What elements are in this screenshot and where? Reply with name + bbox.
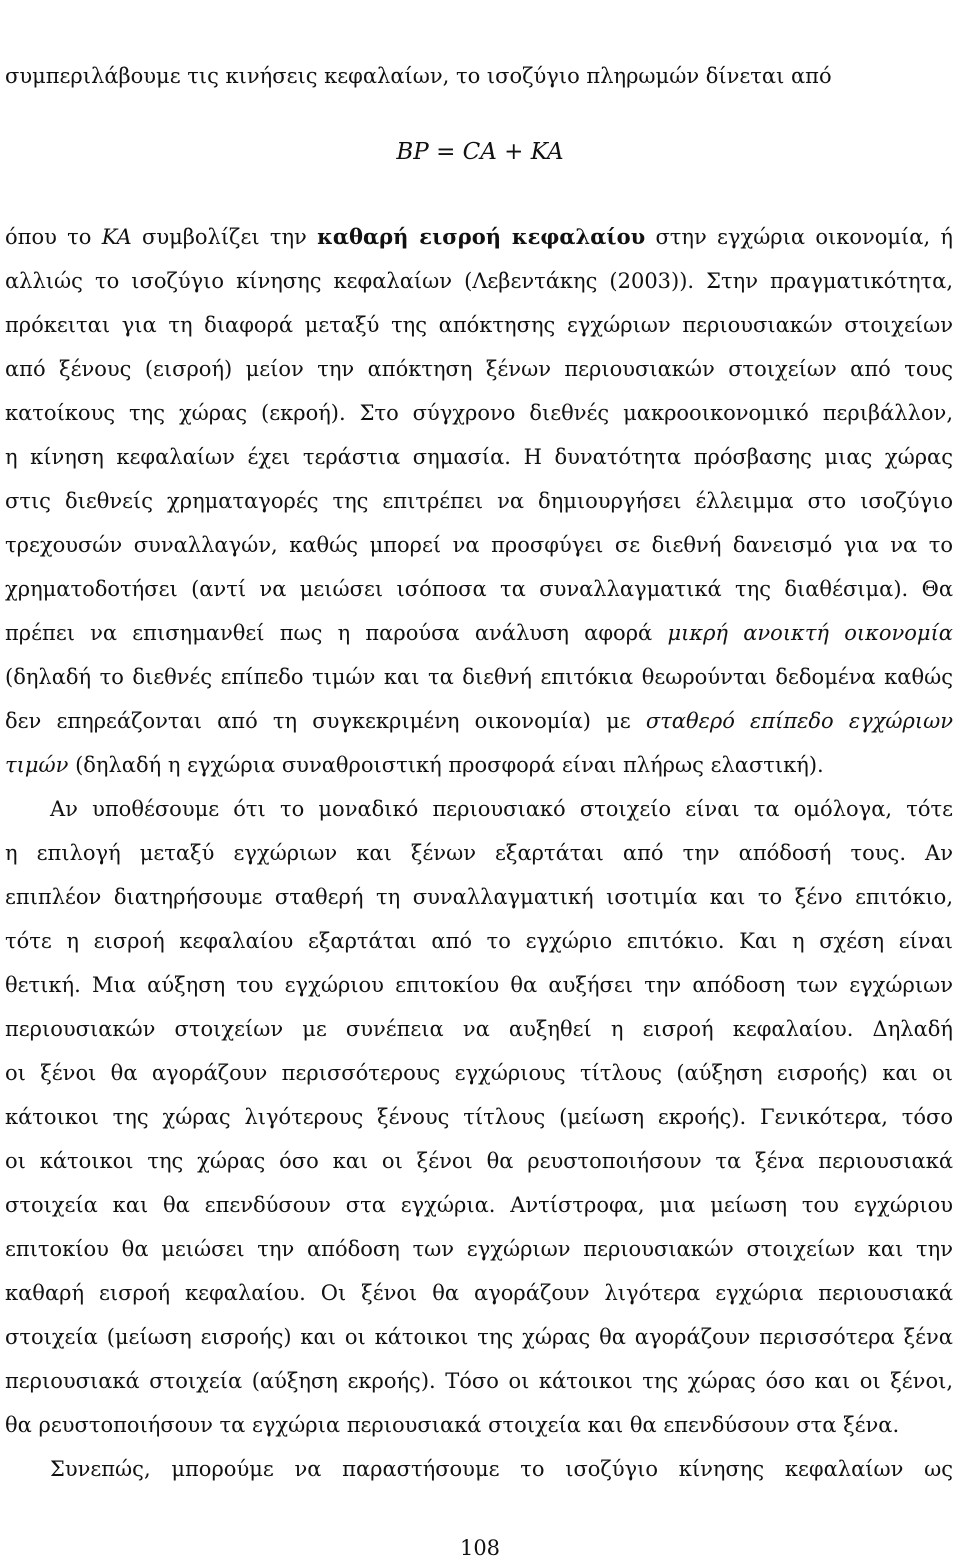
text-line: στις διεθνείς χρηματαγορές της επιτρέπει να δημιουργήσει έλλειμμα στο ισοζύγιο: [5, 489, 953, 513]
equation: BP = CA + KA: [396, 139, 564, 165]
text-line: συμπεριλάβουμε τις κινήσεις κεφαλαίων, το ισοζύγιο πληρωμών δίνεται από: [5, 64, 832, 88]
text-line: [5, 750, 953, 780]
bold-term: καθαρή εισροή κεφαλαίου: [317, 224, 646, 249]
text-line: καθαρή εισροή κεφαλαίου. Οι ξένοι θα αγοράζουν λιγότερα εγχώρια περιουσιακά: [5, 1281, 953, 1305]
text-line: πρόκειται για τη διαφορά μεταξύ της απόκτησης εγχώριων περιουσιακών στοιχείων: [5, 313, 953, 337]
text-line: από ξένους (εισροή) μείον την απόκτηση ξένων περιουσιακών στοιχείων από τους: [5, 357, 953, 381]
text-run: πρέπει να επισημανθεί πως η παρούσα ανάλυση αφορά: [5, 621, 668, 645]
text-line: αλλιώς το ισοζύγιο κίνησης κεφαλαίων (Λεβεντάκης (2003)). Στην πραγματικότητα,: [5, 269, 953, 293]
text-line: τρεχουσών συναλλαγών, καθώς μπορεί να προσφύγει σε διεθνή δανεισμό για να το: [5, 533, 953, 557]
text-line: στοιχεία (μείωση εισροής) και οι κάτοικοι της χώρας θα αγοράζουν περισσότερα ξένα: [5, 1325, 953, 1349]
math-symbol: KA: [101, 225, 132, 249]
italic-term: σταθερό επίπεδο εγχώριων: [645, 709, 953, 733]
text-line: [5, 222, 953, 252]
text-line: χρηματοδοτήσει (αντί να μειώσει ισόποσα τα συναλλαγματικά της διαθέσιμα). Θα: [5, 577, 953, 601]
text-line: θετική. Μια αύξηση του εγχώριου επιτοκίου θα αυξήσει την απόδοση των εγχώριων: [5, 973, 953, 997]
text-line: στοιχεία και θα επενδύσουν στα εγχώρια. Αντίστροφα, μια μείωση του εγχώριου: [5, 1193, 953, 1217]
text-run: όπου το: [5, 225, 102, 249]
text-line: [5, 618, 953, 648]
text-run: συμβολίζει την: [131, 225, 318, 249]
text-run: στην εγχώρια οικονομία, ή: [645, 225, 954, 249]
text-line: οι κάτοικοι της χώρας όσο και οι ξένοι θα ρευστοποιήσουν τα ξένα περιουσιακά: [5, 1149, 953, 1173]
italic-term: μικρή ανοικτή οικονομία: [667, 621, 953, 645]
text-line: περιουσιακά στοιχεία (αύξηση εκροής). Τόσο οι κάτοικοι της χώρας όσο και οι ξένοι,: [5, 1369, 953, 1393]
text-line: Συνεπώς, μπορούμε να παραστήσουμε το ισοζύγιο κίνησης κεφαλαίων ως: [50, 1457, 953, 1481]
text-line: επιπλέον διατηρήσουμε σταθερή τη συναλλαγματική ισοτιμία και το ξένο επιτόκιο,: [5, 885, 953, 909]
text-run: (δηλαδή η εγχώρια συναθροιστική προσφορά είναι πλήρως ελαστική).: [68, 753, 824, 777]
text-line: η επιλογή μεταξύ εγχώριων και ξένων εξαρτάται από την απόδοσή τους. Αν: [5, 841, 953, 865]
page-number: 108: [459, 1536, 501, 1560]
text-line: οι ξένοι θα αγοράζουν περισσότερους εγχώριους τίτλους (αύξηση εισροής) και οι: [5, 1061, 953, 1085]
text-line: περιουσιακών στοιχείων με συνέπεια να αυξηθεί η εισροή κεφαλαίου. Δηλαδή: [5, 1017, 953, 1041]
text-line: επιτοκίου θα μειώσει την απόδοση των εγχώριων περιουσιακών στοιχείων και την: [5, 1237, 953, 1261]
italic-term: τιμών: [5, 753, 69, 777]
text-line: κατοίκους της χώρας (εκροή). Στο σύγχρονο διεθνές μακροοικονομικό περιβάλλον,: [5, 401, 953, 425]
text-line: τότε η εισροή κεφαλαίου εξαρτάται από το εγχώριο επιτόκιο. Και η σχέση είναι: [5, 929, 953, 953]
text-line: (δηλαδή το διεθνές επίπεδο τιμών και τα διεθνή επιτόκια θεωρούνται δεδομένα καθώς: [5, 665, 953, 689]
text-line: κάτοικοι της χώρας λιγότερους ξένους τίτλους (μείωση εκροής). Γενικότερα, τόσο: [5, 1105, 953, 1129]
text-run: δεν επηρεάζονται από τη συγκεκριμένη οικονομία) με: [5, 709, 646, 733]
text-line: η κίνηση κεφαλαίων έχει τεράστια σημασία. Η δυνατότητα πρόσβασης μιας χώρας: [5, 445, 953, 469]
text-line: Αν υποθέσουμε ότι το μοναδικό περιουσιακό στοιχείο είναι τα ομόλογα, τότε: [50, 797, 953, 821]
text-line: θα ρευστοποιήσουν τα εγχώρια περιουσιακά στοιχεία και θα επενδύσουν στα ξένα.: [5, 1413, 900, 1437]
text-line: [5, 706, 953, 736]
